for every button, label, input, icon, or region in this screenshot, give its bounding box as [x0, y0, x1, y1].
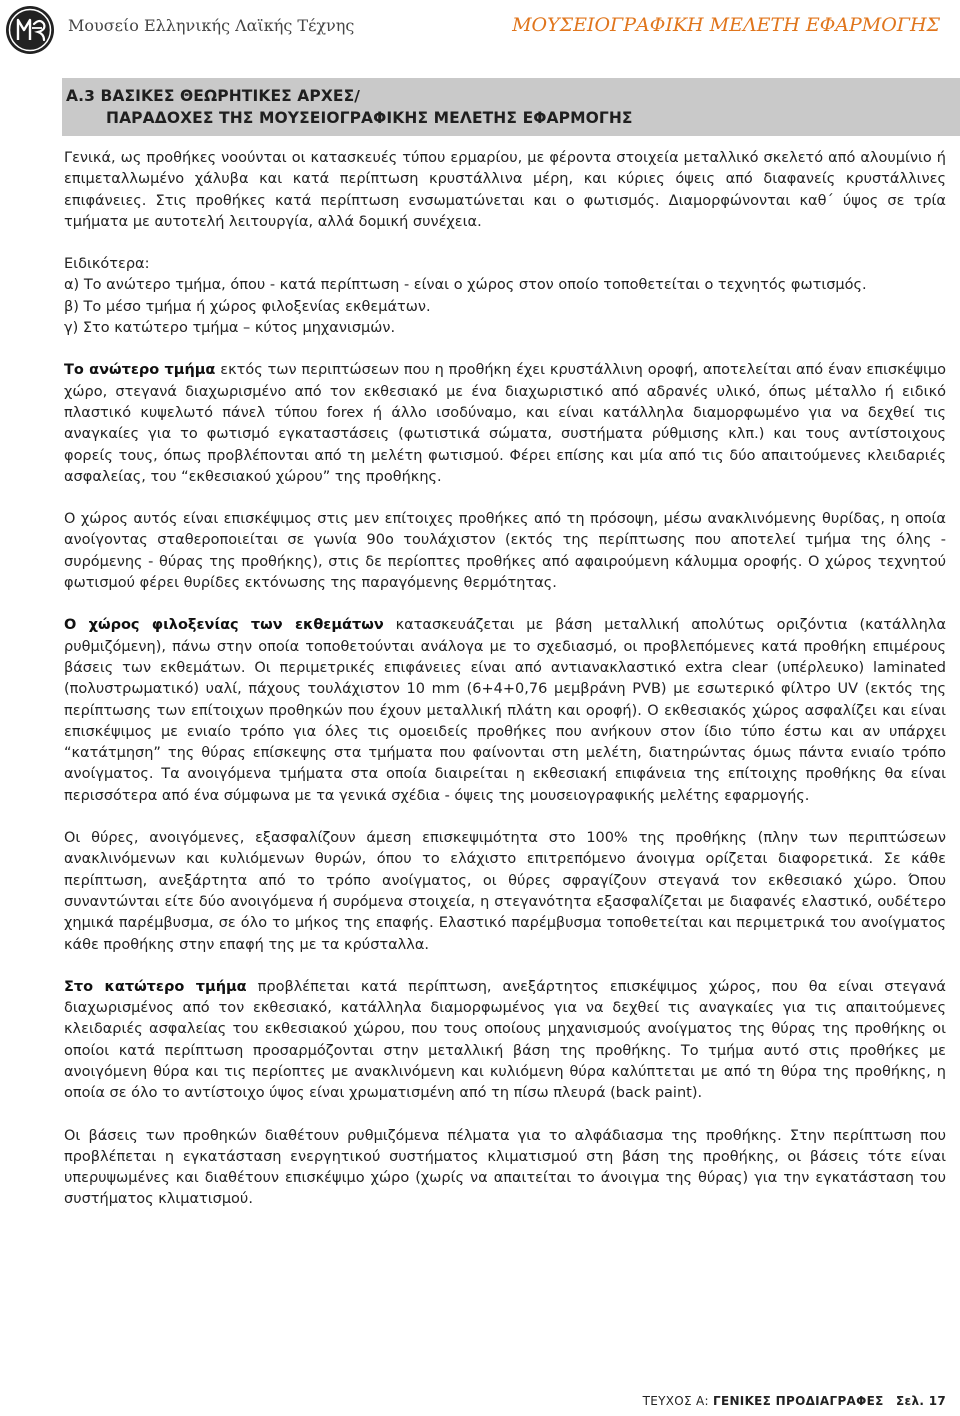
paragraph-upper-text: εκτός των περιπτώσεων που η προθήκη έχει κρυστάλλινη οροφή, αποτελείται από έναν επισκέψιμο χώρο, στεγανά διαχωρισμένο από τον εκθεσιακό με ένα διαχωριστικό από αδρανές υλικό, όπως μέταλλο ή ειδικό πλαστικό κυψελωτό πάνελ τύπου forex ή άλλο ισοδύναμο, και είναι κατάλληλα διαμορφωμένο για να δεχθεί τις αναγκαίες για το φωτισμό εγκαταστάσεις (φωτιστικά σώματα, συστήματα ρύθμισης κλπ.) και τους αντίστοιχους φορείς τους, όπως προβλέπονται από τη μελέτη φωτισμού. Φέρει επίσης και μία από τις δύο απαιτούμενες κλειδαριές ασφαλείας, του “εκθεσιακού χώρου” της προθήκης. — [64, 362, 947, 485]
bold-term-exhibit: Ο χώρος φιλοξενίας των εκθεμάτων — [64, 617, 384, 634]
section-heading-line-1: Α.3 ΒΑΣΙΚΕΣ ΘΕΩΡΗΤΙΚΕΣ ΑΡΧΕΣ/ — [66, 87, 361, 105]
bold-term-lower: Στο κατώτερο τμήμα — [64, 978, 247, 995]
bold-term-upper: Το ανώτερο τμήμα — [64, 362, 216, 379]
list-item-c: γ) Στο κατώτερο τμήμα – κύτος μηχανισμών. — [64, 320, 396, 337]
paragraph-general: Γενικά, ως προθήκες νοούνται οι κατασκευές τύπου ερμαρίου, με φέροντα στοιχεία μεταλλικό σκελετό από αλουμίνιο ή επιμεταλλωμένο χάλυβα και κατά περίπτωση κρυστάλλινα μέρη, και κύριες όψεις από διαφανείς κρυστάλλινες επιφάνειες. Στις προθήκες κατά περίπτωση ενσωματώνεται και ο φωτισμός. Διαμορφώνονται καθ΄ ύψος σε τρία τμήματα με αυτοτελή λειτουργία, αλλά δομική συνέχεια. — [64, 150, 946, 230]
paragraph-lower-text: προβλέπεται κατά περίπτωση, ανεξάρτητος επισκέψιμος χώρος, που θα είναι στεγανά διαχωρισμένος από τον εκθεσιακό, κατάλληλα διαμορφωμένος για να δεχθεί τις αναγκαίες για τις απαιτούμενες κλειδαριές ασφαλείας του εκθεσιακού χώρου, που τους οποίους μηχανισμούς ανοίγματος της θύρας της προθήκης οι οποίοι κατά περίπτωση προσαρμόζονται στην μεταλλική βάση της προθήκης. Το τμήμα αυτό στις προθήκες με ανοιγόμενη θύρα και τις περίοπτες με ανακλινόμενη και κυλιόμενη θύρα καλύπτεται με από τη θύρα της προθήκης, η οποία σε όλο το αντίστοιχο ύψος είναι χρωματισμένη από τη πίσω πλευρά (back paint). — [64, 978, 946, 1102]
paragraph-bases: Οι βάσεις των προθηκών διαθέτουν ρυθμιζόμενα πέλματα για το αλφάδιασμα της προθήκης. Στην περίπτωση που προβλέπεται η εγκατάσταση ενεργητικού συστήματος κλιματισμού στη βάση της προθήκης, οι βάσεις τότε είναι υπερυψωμένες και διαθέτουν επισκέψιμο χώρο (χωρίς να απαιτείται το άνοιγμα της θύρας) για την εγκατάσταση του συστήματος κλιματισμού. — [64, 1127, 946, 1208]
paragraph-upper-section — [64, 360, 946, 488]
paragraph-doors: Οι θύρες, ανοιγόμενες, εξασφαλίζουν άμεση επισκεψιμότητα στο 100% της προθήκης (πλην των περιπτώσεων ανακλινόμενων και κυλιόμενων θυρών, όπου το ελάχιστο επιτρεπόμενο άνοιγμα ορίζεται διαφορετικά. Σε κάθε περίπτωση, ανεξάρτητα από το τρόπο ανοίγματος, οι θύρες σφραγίζουν στεγανά τον εκθεσιακό χώρο. Όπου συναντώνται είτε δύο ανοιγόμενα ή συρόμενα στοιχεία, η στεγανότητα εξασφαλίζεται με διαφανές ελαστικό, ουδέτερο χημικά παρέμβυσμα, σε όλο το μήκος της επαφής. Ελαστικό παρέμβυσμα τοποθετείται και περιμετρικά του ανοίγματος κάθε προθήκης στην επαφή της με τα κρύσταλλα. — [64, 830, 946, 953]
list-intro: Ειδικότερα: — [64, 256, 150, 273]
list-item-a: α) Το ανώτερο τμήμα, όπου - κατά περίπτωση - είναι ο χώρος στον οποίο τοποθετείται ο τεχνητός φωτισμός. — [64, 277, 867, 294]
paragraph-exhibit-space — [64, 615, 946, 807]
document-title: ΜΟΥΣΕΙΟΓΡΑΦΙΚΗ ΜΕΛΕΤΗ ΕΦΑΡΜΟΓΗΣ — [512, 14, 940, 36]
section-heading-band — [62, 78, 960, 136]
page-header — [0, 0, 960, 62]
museum-name: Μουσείο Ελληνικής Λαϊκής Τέχνης — [68, 16, 355, 35]
paragraph-lower-section — [64, 977, 946, 1105]
footer-volume: ΤΕΥΧΟΣ Α: — [642, 1394, 709, 1408]
list-item-b: β) Το μέσο τμήμα ή χώρος φιλοξενίας εκθεμάτων. — [64, 298, 431, 315]
paragraph-access: Ο χώρος αυτός είναι επισκέψιμος στις μεν επίτοιχες προθήκες από τη πρόσοψη, μέσω ανακλινόμενης θυρίδας, η οποία ανοίγοντας σταθεροποιείται σε γωνία 90ο τουλάχιστον (εκτός της περίπτωσης που αποτελεί τμήμα της όλης - συρόμενης - θύρας της προθήκης), στις δε περίοπτες προθήκες από αφαιρούμενη κάλυμμα οροφής. Ο χώρος τεχνητού φωτισμού φέρει θυρίδες εκτόνωσης της παραγόμενης θερμότητας. — [64, 511, 946, 592]
footer-title: ΓΕΝΙΚΕΣ ΠΡΟΔΙΑΓΡΑΦΕΣ — [713, 1394, 884, 1408]
document-body — [64, 148, 946, 1232]
museum-monogram-logo — [4, 4, 56, 56]
paragraph-exhibit-text: κατασκευάζεται με βάση μεταλλική απολύτως οριζόντια (κατάλληλα ρυθμιζόμενη), πάνω στην οποία τοποθετούνται ανάλογα με το σχεδιασμό, οι προβλεπόμενες κατά προθήκη επιμέρους βάσεις των εκθεμάτων. Οι περιμετρικές επιφάνειες είναι από αντιανακλαστικό extra clear (υπέρλευκο) laminated (πολυστρωματικό) υαλί, πάχους τουλάχιστον 10 mm (6+4+0,76 μεμβράνη PVB) με εσωτερικό φίλτρο UV (εκτός της περίπτωσης των επίτοιχων προθηκών που έχουν μεταλλική πλάτη και οροφή). Ο εκθεσιακός χώρος ασφαλίζει και είναι επισκέψιμος με ενιαίο τρόπο για όλες τις ομοειδείς προθήκες που ανήκουν στον ίδιο τύπο έστω και αν υπάρχει “κατάτμηση” της θύρας επίσκεψης στα τμήματα που φαίνονται στη μελέτη, διατηρώντας όμως πάντα ενιαίο τρόπο ανοίγματος. Τα ανοιγόμενα τμήματα στα οποία διαιρείται η εκθεσιακή επιφάνεια της επίτοιχης προθήκης θα είναι περισσότερα από ένα σύμφωνα με τα γενικά σχέδια - όψεις της μουσειογραφικής μελέτης εφαρμογής. — [64, 617, 947, 804]
page-footer — [643, 1394, 946, 1408]
section-heading-line-2: ΠΑΡΑΔΟΧΕΣ ΤΗΣ ΜΟΥΣΕΙΟΓΡΑΦΙΚΗΣ ΜΕΛΕΤΗΣ ΕΦΑΡΜΟΓΗΣ — [106, 109, 633, 127]
footer-page-number: Σελ. 17 — [895, 1394, 946, 1408]
